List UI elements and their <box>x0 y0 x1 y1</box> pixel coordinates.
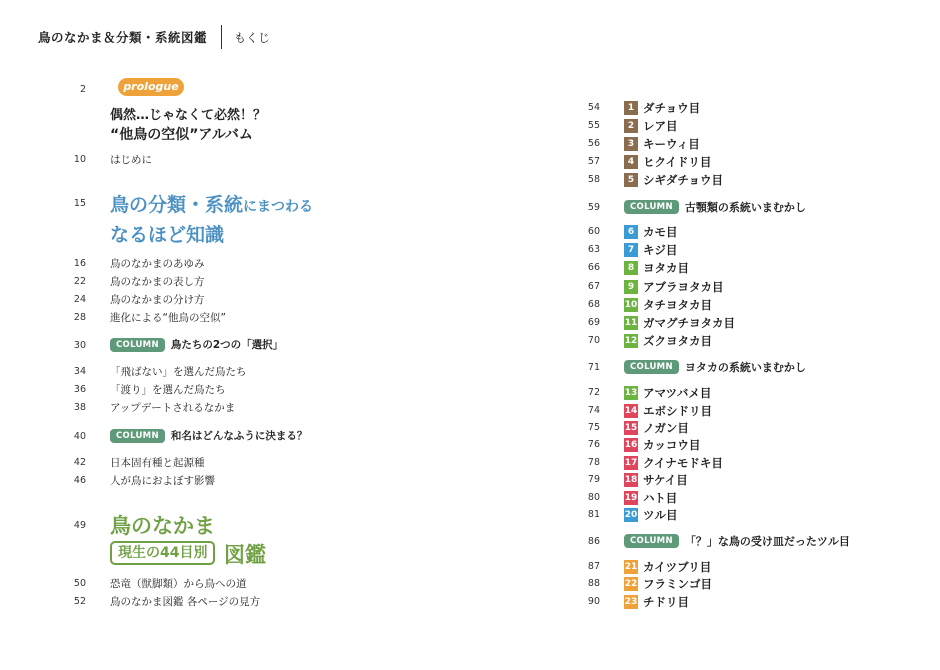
order-number-badge: 9 <box>624 280 638 294</box>
toc-entry[interactable] <box>110 382 226 397</box>
toc-entry-label: ヒクイドリ目 <box>643 155 712 169</box>
toc-entry-label: はじめに <box>110 154 152 166</box>
toc-entry-order[interactable] <box>624 172 723 188</box>
page-number: 79 <box>587 474 600 485</box>
toc-entry-order[interactable] <box>624 260 689 276</box>
toc-entry[interactable] <box>110 364 247 379</box>
page-number: 49 <box>73 520 86 531</box>
column-badge: COLUMN <box>110 338 165 352</box>
page-number: 78 <box>587 457 600 468</box>
page-number: 60 <box>587 226 600 237</box>
toc-entry-order[interactable] <box>624 385 711 401</box>
page-number: 54 <box>587 102 600 113</box>
order-number-badge: 20 <box>624 510 638 520</box>
order-number-badge: 13 <box>624 388 638 398</box>
page-number: 38 <box>73 402 86 413</box>
toc-entry-order[interactable] <box>624 315 735 331</box>
page-number: 59 <box>587 202 600 213</box>
part1-title-line2[interactable]: なるほど知識 <box>110 224 225 246</box>
page-number: 28 <box>73 312 86 323</box>
toc-entry-label: ガマグチヨタカ目 <box>643 316 735 330</box>
toc-entry-label: 人が鳥におよぼす影響 <box>110 475 215 487</box>
page-number: 52 <box>73 596 86 607</box>
page-number: 87 <box>587 561 600 572</box>
order-number-badge: 6 <box>624 225 638 239</box>
toc-entry-column[interactable] <box>624 533 850 549</box>
toc-entry-column[interactable] <box>110 428 307 443</box>
toc-entry-label: “他鳥の空似”アルバム <box>110 127 253 143</box>
page-number: 55 <box>587 120 600 131</box>
toc-entry-column[interactable] <box>624 199 806 215</box>
toc-entry-label: キジ目 <box>643 243 678 257</box>
order-number-badge: 14 <box>624 406 638 416</box>
toc-entry-order[interactable] <box>624 154 711 170</box>
toc-entry-label: 「？」な鳥の受け皿だったツル目 <box>684 535 850 548</box>
toc-entry-label: 恐竜（獣脚類）から鳥への道 <box>110 578 247 590</box>
page-number: 70 <box>587 335 600 346</box>
toc-entry-label: サケイ目 <box>643 473 688 487</box>
page-number: 81 <box>587 509 600 520</box>
order-number-badge: 1 <box>624 101 638 115</box>
page-number: 72 <box>587 387 600 398</box>
page-number: 30 <box>73 340 86 351</box>
toc-entry[interactable] <box>110 256 205 271</box>
page-number: 86 <box>587 536 600 547</box>
running-header <box>38 24 270 50</box>
toc-entry-label: カッコウ目 <box>643 438 701 452</box>
toc-entry-order[interactable] <box>624 594 689 610</box>
order-number-badge: 8 <box>624 261 638 275</box>
toc-entry-order[interactable] <box>624 279 724 295</box>
toc-entry-label: ダチョウ目 <box>643 101 701 115</box>
column-badge: COLUMN <box>624 360 679 374</box>
order-number-badge: 17 <box>624 458 638 468</box>
part1-title-line1[interactable] <box>110 190 313 217</box>
page-number: 24 <box>73 294 86 305</box>
toc-entry-label: 鳥のなかまの分け方 <box>110 294 205 306</box>
toc-entry[interactable] <box>110 576 247 591</box>
toc-entry-order[interactable] <box>624 455 723 471</box>
toc-entry-label: 偶然…じゃなくて必然！？ <box>110 108 267 123</box>
toc-entry-column[interactable] <box>110 337 283 352</box>
toc-entry-order[interactable] <box>624 100 700 116</box>
toc-entry-order[interactable] <box>624 507 678 523</box>
toc-entry-label: 鳥のなかま図鑑 各ページの見方 <box>110 596 261 608</box>
toc-entry-label: ヨタカ目 <box>643 261 689 275</box>
page-number: 67 <box>587 281 600 292</box>
toc-entry-label: アブラヨタカ目 <box>643 280 724 294</box>
column-badge: COLUMN <box>624 200 679 214</box>
toc-entry-label: 「飛ばない」を選んだ鳥たち <box>110 366 247 378</box>
page-number: 36 <box>73 384 86 395</box>
toc-entry-label: 進化による“他鳥の空似” <box>110 312 226 324</box>
order-number-badge: 18 <box>624 475 638 485</box>
toc-entry-order[interactable] <box>624 118 678 134</box>
toc-entry-label: 日本固有種と起源種 <box>110 457 205 469</box>
toc-entry[interactable] <box>110 594 260 609</box>
toc-entry-label: レア目 <box>643 119 678 133</box>
toc-entry-label: カイツブリ目 <box>643 560 712 574</box>
order-number-badge: 11 <box>624 318 638 328</box>
page-number: 57 <box>587 156 600 167</box>
toc-entry-column[interactable] <box>624 359 806 375</box>
toc-entry-label: フラミンゴ目 <box>643 577 712 591</box>
toc-entry-label: 鳥のなかまの表し方 <box>110 276 205 288</box>
toc-entry-label: ズクヨタカ目 <box>643 334 712 348</box>
toc-entry-label: アマツバメ目 <box>643 386 712 400</box>
page-number: 46 <box>73 475 86 486</box>
page-number: 15 <box>73 198 86 209</box>
page-number: 66 <box>587 262 600 273</box>
toc-entry-order[interactable] <box>624 242 677 258</box>
toc-entry[interactable] <box>110 274 205 289</box>
order-number-badge: 15 <box>624 423 638 433</box>
order-number-badge: 7 <box>624 243 638 257</box>
page-number: 16 <box>73 258 86 269</box>
toc-entry-label: 鳥たちの2つの「選択」 <box>170 339 284 351</box>
page-number: 56 <box>587 138 600 149</box>
toc-entry[interactable] <box>110 473 215 488</box>
page-number: 34 <box>73 366 86 377</box>
page-number: 80 <box>587 492 600 503</box>
toc-entry-order[interactable] <box>624 403 712 419</box>
order-number-badge: 19 <box>624 493 638 503</box>
page-number: 69 <box>587 317 600 328</box>
page-number: 74 <box>587 405 600 416</box>
toc-entry-label: シギダチョウ目 <box>643 173 724 187</box>
page-number: 71 <box>587 362 600 373</box>
toc-entry-order[interactable] <box>624 333 712 349</box>
book-title: 鳥のなかま＆分類・系統図鑑 <box>38 30 208 45</box>
toc-entry-label: アップデートされるなかま <box>110 402 236 414</box>
toc-entry[interactable] <box>110 400 235 415</box>
order-number-badge: 21 <box>624 562 638 572</box>
toc-entry-label: エボシドリ目 <box>643 404 712 418</box>
page-number: 76 <box>587 439 600 450</box>
page-number: 75 <box>587 422 600 433</box>
column-badge: COLUMN <box>624 534 679 548</box>
toc-entry-label: ツル目 <box>643 508 678 522</box>
toc-entry[interactable] <box>110 310 226 325</box>
toc-entry-intro[interactable] <box>110 152 152 167</box>
toc-entry-prologue-line1[interactable] <box>110 104 266 123</box>
toc-entry-order[interactable] <box>624 420 689 436</box>
toc-entry-order[interactable] <box>624 576 712 592</box>
part1-title-main: 鳥の分類・系統 <box>110 194 244 216</box>
section-title: もくじ <box>234 30 271 45</box>
toc-entry[interactable] <box>110 455 205 470</box>
toc-entry-order[interactable] <box>624 136 700 152</box>
order-number-badge: 5 <box>624 173 638 187</box>
toc-entry-order[interactable] <box>624 490 677 506</box>
toc-entry-label: 古顎類の系統いまむかし <box>684 201 806 214</box>
page-number: 63 <box>587 244 600 255</box>
page-number: 22 <box>73 276 86 287</box>
page-number: 42 <box>73 457 86 468</box>
toc-entry-label: タチヨタカ目 <box>643 298 712 312</box>
page-number: 90 <box>587 596 600 607</box>
order-number-badge: 10 <box>624 300 638 310</box>
toc-entry-order[interactable] <box>624 297 712 313</box>
part1-title-sub: にまつわる <box>243 199 314 215</box>
order-number-badge: 16 <box>624 440 638 450</box>
toc-entry-label: ハト目 <box>643 491 678 505</box>
toc-entry-label: ヨタカの系統いまむかし <box>684 361 806 374</box>
page-number: 68 <box>587 299 600 310</box>
column-badge: COLUMN <box>110 429 165 443</box>
toc-entry-order[interactable] <box>624 437 700 453</box>
toc-entry-label: キーウィ目 <box>643 137 700 151</box>
toc-entry-order[interactable] <box>624 224 678 240</box>
toc-entry-label: ノガン目 <box>643 421 689 435</box>
order-number-badge: 3 <box>624 137 638 151</box>
page-number: 2 <box>79 84 86 95</box>
toc-entry-label: カモ目 <box>643 225 678 239</box>
toc-entry-label: クイナモドキ目 <box>643 456 723 470</box>
toc-entry-label: 「渡り」を選んだ鳥たち <box>110 384 226 396</box>
toc-entry-label: 鳥のなかまのあゆみ <box>110 258 205 270</box>
part2-zukan: 図鑑 <box>224 543 266 567</box>
toc-entry-prologue-line2[interactable] <box>110 124 253 144</box>
order-number-badge: 4 <box>624 155 638 169</box>
toc-entry-label: チドリ目 <box>643 595 689 609</box>
header-divider <box>221 25 222 49</box>
order-number-badge: 2 <box>624 119 638 133</box>
toc-entry-label: 和名はどんなふうに決まる？ <box>170 430 308 442</box>
page-number: 58 <box>587 174 600 185</box>
page-number: 40 <box>73 431 86 442</box>
prologue-badge: prologue <box>118 78 184 96</box>
part2-title[interactable]: 鳥のなかま <box>110 514 215 538</box>
toc-entry-order[interactable] <box>624 559 711 575</box>
toc-entry[interactable] <box>110 292 205 307</box>
page-number: 10 <box>73 154 86 165</box>
page-number: 50 <box>73 578 86 589</box>
part2-subtitle-box: 現生の44目別 <box>110 541 215 565</box>
toc-entry-order[interactable] <box>624 472 688 488</box>
order-number-badge: 22 <box>624 579 638 589</box>
page-number: 88 <box>587 578 600 589</box>
order-number-badge: 12 <box>624 336 638 346</box>
order-number-badge: 23 <box>624 597 638 607</box>
